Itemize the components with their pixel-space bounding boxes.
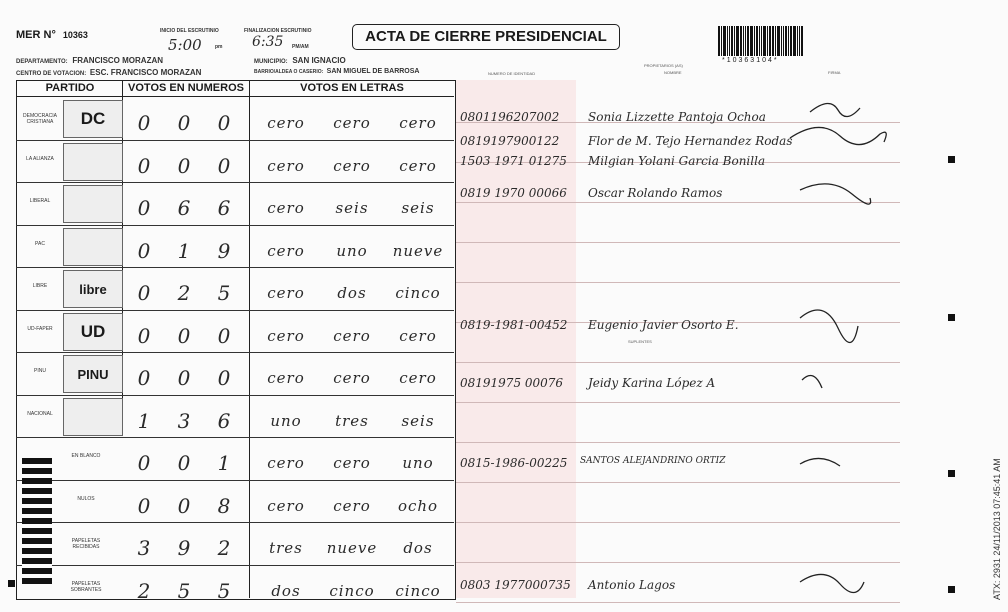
official-id: 1503 1971 01275	[460, 154, 567, 168]
barcode-bar	[723, 26, 726, 56]
mer-number: 10363	[62, 30, 88, 40]
vote-word: nueve	[392, 241, 444, 260]
vote-word: cero	[267, 284, 305, 302]
barcode-bar	[721, 26, 722, 56]
vote-digit: 0	[217, 153, 231, 178]
registration-mark-4	[8, 580, 15, 587]
vote-digit: 1	[137, 408, 151, 433]
vote-word: tres	[335, 411, 369, 430]
barcode-bar	[759, 26, 760, 56]
signature-2	[790, 127, 886, 144]
barcode-bar	[772, 26, 774, 56]
party-logo-text: libre	[79, 281, 107, 297]
vote-word: cero	[333, 496, 371, 515]
official-id: 0819 1970 00066	[460, 186, 567, 200]
party-label: LIBRE	[32, 283, 48, 289]
row-divider	[16, 140, 454, 141]
vote-word: cero	[399, 326, 437, 345]
center-label: CENTRO DE VOTACION:	[16, 71, 87, 77]
end-time: 6:35	[252, 34, 284, 50]
registration-mark-2	[948, 314, 955, 321]
suplentes-label: SUPLENTES	[628, 339, 652, 344]
vote-digit: 0	[177, 493, 191, 518]
vote-word: cero	[399, 369, 437, 387]
vote-digit: 5	[217, 281, 231, 305]
party-label: LIBERAL	[29, 198, 51, 204]
vote-word: uno	[402, 454, 434, 472]
vote-word: dos	[403, 539, 433, 557]
barcode-bar	[754, 26, 755, 56]
row-divider	[16, 310, 454, 311]
vote-digit: 0	[137, 493, 151, 518]
vote-word: cinco	[395, 284, 441, 302]
barcode-bar	[801, 26, 803, 56]
department-value: FRANCISCO MORAZAN	[72, 56, 164, 65]
official-name: Sonia Lizzette Pantoja Ochoa	[588, 110, 766, 124]
vote-word: cero	[267, 454, 305, 472]
start-label: INICIO DEL ESCRUTINIO	[160, 28, 219, 34]
vote-digit: 9	[177, 536, 191, 560]
vote-word: cinco	[329, 581, 375, 600]
barrio-label: BARRIO/ALDEA O CASERIO:	[254, 69, 324, 75]
center-line	[16, 68, 201, 77]
table-divider-numbers	[249, 80, 250, 598]
barcode-bar	[745, 26, 746, 56]
row-divider	[16, 522, 454, 523]
party-label: PAPELETAS SOBRANTES	[70, 580, 102, 593]
barcode-bar	[767, 26, 768, 56]
department-label: DEPARTAMENTO:	[16, 59, 68, 65]
vote-word: nueve	[326, 539, 378, 557]
vote-word: seis	[401, 411, 435, 430]
vote-digit: 1	[177, 238, 191, 263]
vote-digit: 0	[137, 451, 151, 475]
end-label: FINALIZACION ESCRUTINIO	[244, 28, 312, 34]
registration-mark-5	[948, 586, 955, 593]
barrio-line	[254, 68, 419, 75]
vote-digit: 0	[137, 323, 151, 348]
id-column-label: NUMERO DE IDENTIDAD	[488, 71, 536, 76]
vote-word: cero	[333, 156, 371, 175]
signature-3	[800, 184, 871, 204]
signature-7	[800, 574, 864, 592]
vote-word: tres	[269, 539, 303, 557]
vote-word: seis	[401, 199, 435, 217]
signature-6	[800, 458, 840, 466]
vote-digit: 0	[217, 111, 231, 135]
official-name: SANTOS ALEJANDRINO ORTIZ	[580, 456, 726, 466]
barcode-bar	[775, 26, 776, 56]
owners-label: PROPIETARIOS (AS)	[644, 63, 683, 68]
registration-mark-1	[948, 156, 955, 163]
party-label: NACIONAL	[27, 410, 53, 417]
signature-1	[810, 103, 860, 116]
row-divider	[16, 437, 454, 438]
barcode-bar	[761, 26, 762, 56]
row-divider	[16, 225, 454, 226]
vote-digit: 0	[177, 153, 191, 178]
barcode-bar	[785, 26, 787, 56]
vote-digit: 0	[137, 153, 151, 178]
barcode-number: *10363104*	[722, 57, 779, 64]
vote-digit: 2	[217, 536, 231, 560]
vote-word: cero	[333, 326, 371, 345]
barcode-bar	[718, 26, 720, 56]
barcode-bar	[734, 26, 735, 56]
party-label: PINU	[34, 368, 46, 374]
party-label: PAPELETAS RECIBIDAS	[71, 538, 101, 550]
vote-word: cero	[399, 114, 437, 132]
barcode-bar	[740, 26, 742, 56]
official-name: Oscar Rolando Ramos	[588, 186, 723, 200]
vote-word: dos	[271, 581, 301, 600]
vote-word: seis	[335, 199, 369, 217]
column-party: PARTIDO	[45, 82, 95, 94]
vote-word: cero	[267, 369, 305, 387]
vote-digit: 6	[177, 196, 191, 220]
party-label: UD-FAPER	[27, 325, 53, 332]
signature-5	[802, 376, 822, 389]
vote-digit: 8	[217, 493, 231, 518]
vertical-barcode	[22, 458, 52, 586]
municipality-label: MUNICIPIO:	[254, 59, 288, 65]
barcode-bar	[797, 26, 798, 56]
official-name: Jeidy Karina López A	[588, 376, 716, 390]
barcode-bar	[788, 26, 789, 56]
barcode-bar	[750, 26, 753, 56]
vote-digit: 0	[137, 366, 151, 390]
vote-word: cero	[267, 114, 305, 132]
vote-word: cero	[267, 199, 305, 217]
vote-digit: 3	[177, 408, 191, 433]
municipality-line	[254, 56, 346, 65]
vote-digit: 9	[217, 238, 231, 263]
vote-digit: 0	[177, 111, 191, 135]
official-name: Eugenio Javier Osorto E.	[588, 318, 739, 332]
row-divider	[16, 480, 454, 481]
barcode-bar	[727, 26, 728, 56]
registration-mark-3	[948, 470, 955, 477]
barcode-bar	[731, 26, 733, 56]
barcode-bar	[799, 26, 800, 56]
party-logo	[63, 270, 123, 308]
name-column-label: NOMBRE	[664, 70, 682, 75]
party-logo-text: PINU	[77, 366, 109, 382]
vote-word: cero	[333, 369, 371, 387]
document-title: ACTA DE CIERRE PRESIDENCIAL	[352, 24, 620, 50]
vote-digit: 0	[217, 366, 231, 390]
vote-digit: 0	[177, 451, 191, 475]
official-id: 0819-1981-00452	[460, 318, 568, 332]
official-id: 0819197900122	[460, 134, 560, 148]
vote-word: cero	[333, 114, 371, 132]
vote-digit: 2	[137, 578, 151, 603]
row-divider	[16, 565, 454, 566]
vote-digit: 0	[177, 323, 191, 348]
signature-line	[456, 602, 900, 603]
side-stamp: ATX: 2931 24/11/2013 07:45:41 AM	[992, 458, 1002, 600]
vote-digit: 2	[177, 281, 191, 305]
row-divider	[16, 267, 454, 268]
vote-digit: 0	[137, 196, 151, 220]
barcode-bar	[790, 26, 792, 56]
barcode-bar	[729, 26, 730, 56]
barcode-bar	[769, 26, 771, 56]
mer-label	[16, 29, 88, 41]
vote-digit: 0	[177, 366, 191, 390]
vote-digit: 3	[137, 536, 151, 560]
row-divider	[16, 352, 454, 353]
official-id: 0815-1986-00225	[460, 456, 568, 470]
barcode-bar	[736, 26, 739, 56]
vote-digit: 0	[137, 238, 151, 263]
column-words: VOTOS EN LETRAS	[300, 82, 404, 94]
vote-word: ocho	[397, 496, 439, 515]
vote-digit: 0	[137, 281, 151, 305]
barcode-bar	[747, 26, 749, 56]
party-label: LA ALIANZA	[26, 155, 54, 162]
party-label: PAC	[35, 240, 45, 247]
row-divider	[16, 395, 454, 396]
official-id: 0801196207002	[460, 110, 560, 124]
start-ampm: pm	[215, 44, 223, 50]
party-label: EN BLANCO	[71, 453, 101, 459]
sign-column-label: FIRMA	[828, 70, 841, 75]
party-label: NULOS	[77, 495, 95, 502]
party-logo	[63, 398, 123, 436]
end-ampm: PM/AM	[292, 44, 309, 50]
party-logo	[63, 143, 123, 181]
vote-word: cero	[333, 454, 371, 472]
vote-word: uno	[270, 411, 302, 430]
mer-label-text: MER N°	[16, 29, 56, 41]
vote-word: cero	[267, 241, 305, 260]
party-logo	[63, 355, 123, 393]
barcode-bar	[777, 26, 780, 56]
barcode-bar	[783, 26, 784, 56]
party-logo-text: UD	[80, 321, 106, 341]
signature-4	[800, 310, 858, 343]
vote-word: cero	[267, 326, 305, 345]
party-logo-text: DC	[80, 109, 106, 128]
vote-digit: 1	[217, 451, 231, 475]
barcode-bar	[743, 26, 744, 56]
official-id: 0803 1977000735	[460, 578, 571, 592]
barcode-bar	[763, 26, 766, 56]
vote-digit: 0	[217, 323, 231, 348]
party-logo	[63, 313, 123, 351]
signatures	[780, 98, 900, 598]
official-name: Antonio Lagos	[588, 578, 676, 592]
party-logo	[63, 100, 123, 138]
official-name: Flor de M. Tejo Hernandez Rodas	[588, 134, 793, 148]
table-header-line	[16, 96, 454, 97]
barcode	[718, 26, 826, 56]
start-time: 5:00	[168, 36, 202, 54]
party-logo	[63, 185, 123, 223]
vote-word: cero	[267, 496, 305, 515]
party-logo	[63, 228, 123, 266]
vote-digit: 6	[217, 196, 231, 220]
vote-word: uno	[336, 241, 368, 260]
official-id: 08191975 00076	[460, 376, 564, 390]
official-name: Milgian Yolani Garcia Bonilla	[588, 154, 766, 168]
barcode-bar	[793, 26, 796, 56]
vote-digit: 5	[217, 578, 231, 603]
row-divider	[16, 182, 454, 183]
column-numbers: VOTOS EN NUMEROS	[128, 82, 244, 94]
barcode-bar	[781, 26, 782, 56]
vote-digit: 0	[137, 111, 151, 135]
barcode-bar	[756, 26, 758, 56]
vote-word: dos	[337, 284, 367, 302]
barrio-value: SAN MIGUEL DE BARROSA	[326, 68, 420, 75]
vote-digit: 5	[177, 578, 191, 603]
party-label: DEMOCRACIA CRISTIANA	[23, 113, 57, 125]
vote-word: cero	[267, 156, 305, 175]
vote-digit: 6	[217, 408, 231, 433]
vote-word: cero	[399, 156, 437, 175]
department-line	[16, 56, 163, 65]
center-value: ESC. FRANCISCO MORAZAN	[89, 68, 202, 77]
municipality-value: SAN IGNACIO	[292, 56, 346, 65]
vote-word: cinco	[395, 581, 441, 600]
